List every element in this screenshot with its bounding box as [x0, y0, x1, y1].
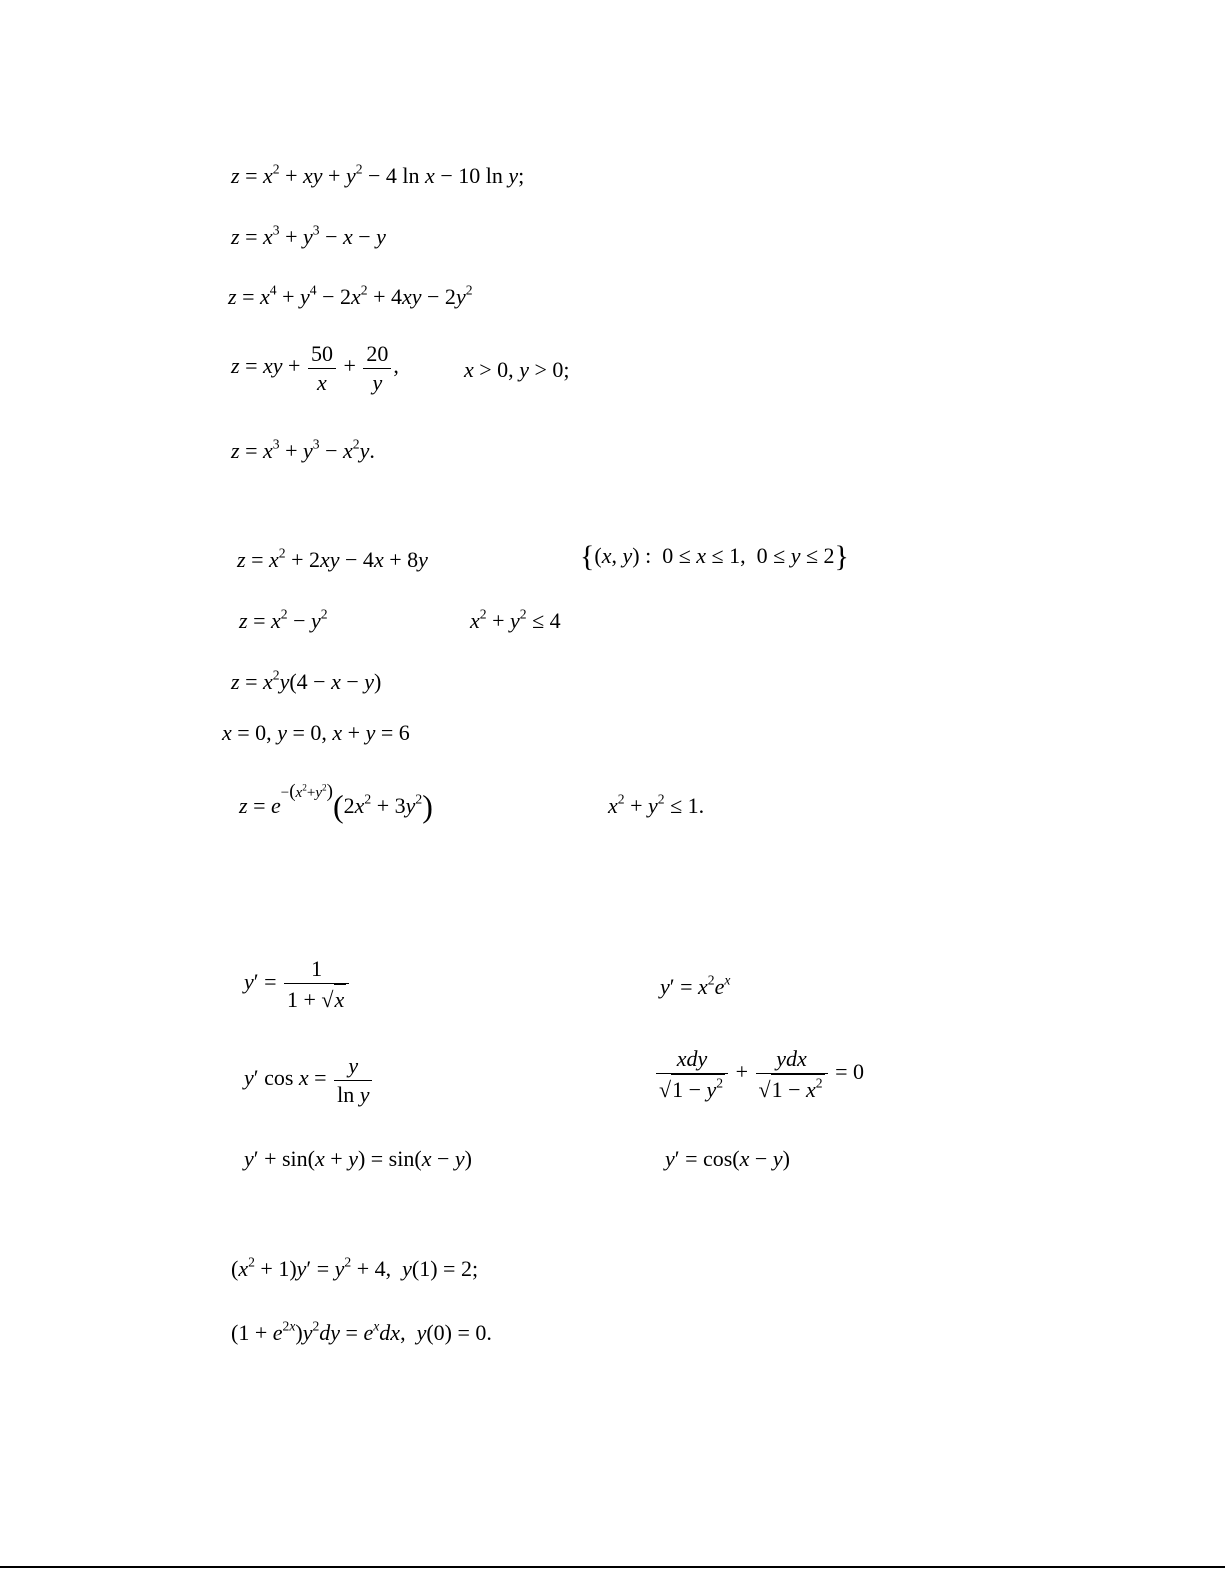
- region-formula-1: $z = x^2 + 2xy - 4x + 8y$: [237, 545, 428, 572]
- page-bottom-rule: [0, 1566, 1225, 1568]
- extremum-formula-2: $z = x^3 + y^3 - x - y$: [231, 222, 386, 249]
- extremum-condition-4: x > 0, y > 0;: [464, 357, 570, 382]
- diffeq-formula-6: y′ = cos(x − y): [665, 1146, 790, 1171]
- extremum-formula-5: $z = x^3 + y^3 - x^2y$.: [231, 436, 375, 463]
- diffeq-formula-1: y′ = $\frac{1}{1 + √x}$: [244, 955, 351, 1013]
- region-domain-4: $x^2 + y^2 \le 1$.: [608, 791, 705, 818]
- extremum-formula-4: z = xy + $\frac{50}{x}$ + $\frac{20}{y}$ ,: [231, 341, 399, 395]
- region-domain-3: x = 0, y = 0, x + y = 6: [222, 720, 410, 745]
- region-formula-2: $z = x^2 - y^2$: [239, 606, 328, 633]
- extremum-formula-1: $z = x^2$ + xy + $y^2 - 4$ ln x − 10 ln y;: [231, 161, 525, 188]
- cauchy-formula-2: $(1 + e^{2x})y^2dy = e^xdx$, y(0) = 0.: [231, 1318, 492, 1345]
- region-formula-4: $z = e-(x^2+y^2)(2x^2 + 3y^2)$: [239, 781, 433, 824]
- diffeq-formula-4: $\frac{\text{xdy}}{√1 - y^2}$ + $\frac{\text{ydx}}{√1 - x^2}$ = 0: [654, 1045, 864, 1103]
- region-domain-2: $x^2 + y^2 \le 4$: [470, 606, 561, 633]
- region-formula-3: $z = x^2y(4 - x - y)$: [231, 667, 382, 694]
- cauchy-formula-1: $(x^2 + 1)y' = y^2 + 4$, y(1) = 2;: [231, 1254, 479, 1281]
- diffeq-formula-5: y′ + sin(x + y) = sin(x − y): [244, 1146, 472, 1171]
- region-domain-1: {(x, y) : 0 ≤ x ≤ 1, 0 ≤ y ≤ 2}: [580, 540, 849, 573]
- extremum-formula-3: $z = x^4 + y^4 - 2x^2 + 4xy - 2y^2$: [228, 282, 473, 309]
- diffeq-formula-3: y′ cos x = $\frac{y}{\text{ln y}}$: [244, 1052, 374, 1108]
- diffeq-formula-2: $y' = x^2e^x$: [660, 972, 731, 999]
